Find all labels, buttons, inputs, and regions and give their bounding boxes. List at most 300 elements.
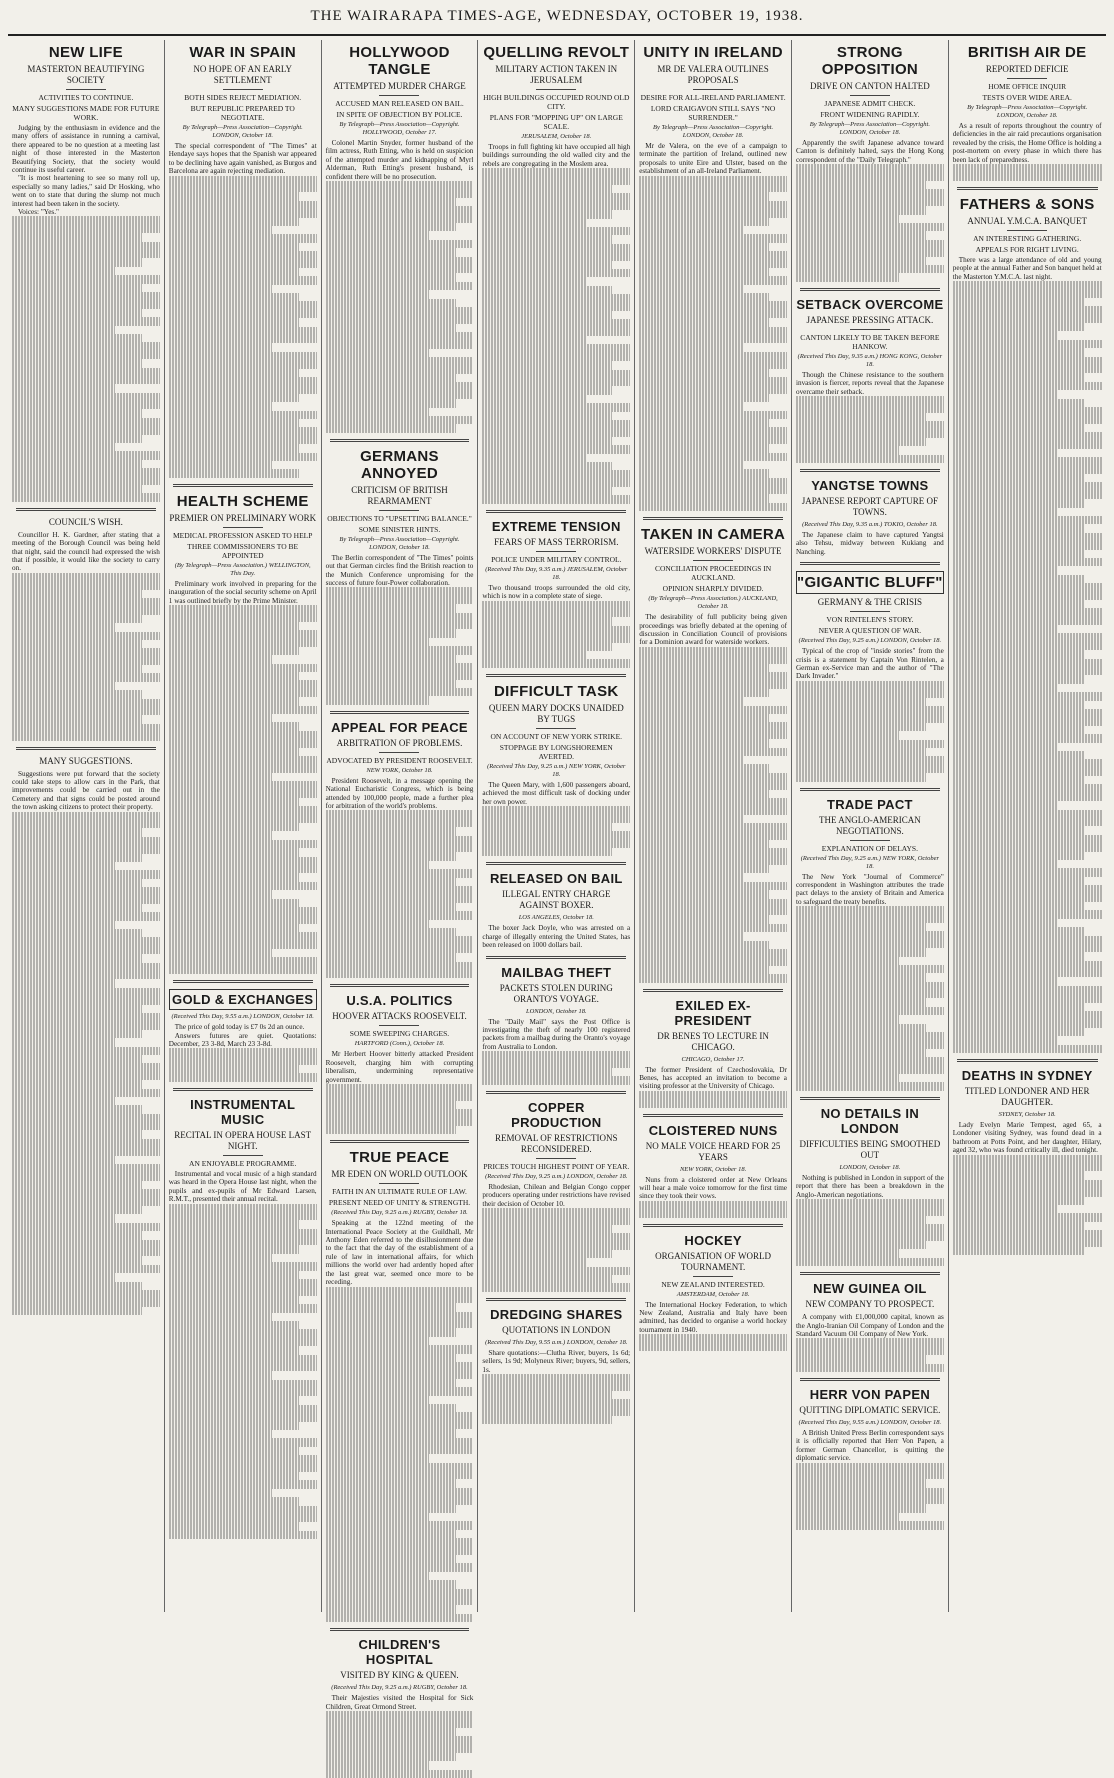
article-paragraph: The International Hockey Federation, to which New Zealand, Australia and Italy have been admitted, has decided to organise a world hockey tournament in 1940. (639, 1300, 787, 1334)
text-line-placeholder (326, 307, 474, 315)
article-dateline: LOS ANGELES, October 18. (518, 914, 594, 922)
article-body (12, 531, 160, 741)
text-line-placeholder (12, 845, 160, 853)
text-line-placeholder (796, 723, 926, 731)
text-line-placeholder (639, 411, 787, 419)
text-line-placeholder (639, 823, 787, 831)
text-line-placeholder (169, 260, 317, 268)
text-line-placeholder (169, 1279, 317, 1287)
text-line-placeholder (169, 706, 317, 714)
article-body (953, 256, 1102, 1053)
text-line-placeholder (953, 407, 1102, 415)
text-line-placeholder (169, 444, 299, 452)
text-line-placeholder (953, 1230, 1102, 1238)
text-line-placeholder (169, 1447, 299, 1455)
text-line-placeholder (12, 937, 160, 945)
text-line-placeholder (326, 861, 429, 869)
subheading-rule (223, 527, 263, 528)
text-line-placeholder (953, 281, 1102, 289)
text-line-placeholder (169, 664, 317, 672)
text-line-placeholder (639, 494, 769, 502)
article-dateline: HARTFORD (Conn.), October 18. (354, 1040, 445, 1048)
text-line-placeholder (796, 1057, 944, 1065)
article-paragraph: "It is most heartening to see so many roll up, especially so many ladies," said Dr Hosking, who went on to state that during the slump not much interest had been taken in the society. (12, 174, 160, 208)
article-subheading: NEVER A QUESTION OF WAR. (818, 626, 922, 636)
text-line-placeholder (326, 366, 474, 374)
text-line-placeholder (326, 1605, 456, 1613)
article-paragraph: The price of gold today is £7 0s 2d an ounce. (174, 1023, 305, 1032)
text-line-placeholder (169, 773, 272, 781)
text-line-placeholder (482, 412, 612, 420)
article-subheading: TESTS OVER WIDE AREA. (982, 93, 1072, 102)
article-subheading: PRESENT NEED OF UNITY & STRENGTH. (328, 1198, 471, 1208)
text-line-placeholder (326, 1312, 474, 1320)
text-line-placeholder (482, 210, 612, 218)
text-line-placeholder (796, 223, 944, 231)
text-line-placeholder (12, 615, 142, 623)
article-body (326, 1050, 474, 1134)
text-line-placeholder (953, 1197, 1084, 1205)
text-line-placeholder (796, 714, 944, 722)
text-line-placeholder (796, 698, 926, 706)
text-line-placeholder (953, 508, 1057, 516)
text-line-placeholder (169, 1057, 317, 1065)
text-line-placeholder (12, 904, 142, 912)
text-line-placeholder (639, 857, 787, 865)
text-line-placeholder (326, 852, 456, 860)
article-subheading: CONCILIATION PROCEEDINGS IN AUCKLAND. (654, 564, 772, 583)
text-line-placeholder (796, 413, 926, 421)
text-line-placeholder (326, 273, 456, 281)
text-line-placeholder (796, 421, 944, 429)
text-line-placeholder (953, 1155, 1102, 1163)
text-line-placeholder (796, 265, 944, 273)
article-separator (486, 1091, 626, 1094)
article-paragraph: Preliminary work involved in preparing for the inauguration of the social security scheme on April 1 was outlined briefly by the Prime Minister. (168, 579, 317, 605)
article-subheading: VISITED BY KING & QUEEN. (340, 1670, 459, 1681)
text-line-placeholder (12, 317, 160, 325)
article-paragraph: Speaking at the 122nd meeting of the International Peace Society at the Guildhall, Mr Anthony Eden referred to the disillusionment due to the fact that the day of the establishment of a rule of law in international affairs, for which millions the world over had ardently hoped after the last great war, seemed once more to be receding. (325, 1219, 474, 1287)
text-line-placeholder (639, 335, 787, 343)
text-line-placeholder (639, 469, 769, 477)
text-line-placeholder (12, 1164, 160, 1172)
text-line-placeholder (326, 936, 474, 944)
article-body (169, 1170, 317, 1539)
article-separator (800, 562, 940, 565)
text-line-placeholder (639, 276, 787, 284)
text-line-placeholder (12, 309, 142, 317)
text-line-placeholder (953, 1247, 1084, 1255)
text-line-placeholder (12, 912, 160, 920)
text-line-placeholder (169, 176, 317, 184)
text-line-placeholder (796, 240, 944, 248)
text-line-placeholder (953, 1011, 1102, 1019)
text-line-placeholder (953, 709, 1102, 717)
text-line-placeholder (326, 878, 456, 886)
text-line-placeholder (169, 647, 299, 655)
article-subheading: AN INTERESTING GATHERING. (973, 233, 1082, 243)
article-headline: GOLD & EXCHANGES (169, 989, 317, 1010)
article-paragraph: The "Daily Mail" says the Post Office is investigating the theft of nearly 100 registered packets from a mailbag during the Oranto's voyage from Australia to London. (482, 1017, 631, 1051)
text-line-placeholder (482, 286, 612, 294)
article-headline: NEW LIFE (48, 44, 123, 61)
article-body (169, 142, 317, 478)
text-line-placeholder (482, 185, 612, 193)
article-dateline: (Received This Day, 9.25 a.m.) RUGBY, October 18. (331, 1209, 468, 1217)
article-body (796, 371, 944, 463)
text-line-placeholder (953, 667, 1102, 675)
text-line-placeholder (796, 965, 944, 973)
article-separator (16, 747, 156, 750)
text-line-placeholder (169, 680, 317, 688)
text-line-placeholder (639, 873, 742, 881)
text-line-placeholder (12, 699, 160, 707)
text-line-placeholder (12, 1122, 160, 1130)
text-line-placeholder (482, 261, 612, 269)
text-line-placeholder (326, 1429, 456, 1437)
article-dateline: NEW YORK, October 18. (679, 1165, 747, 1173)
article-headline: BRITISH AIR DE (967, 44, 1087, 61)
article-subheading: ON ACCOUNT OF NEW YORK STRIKE. (490, 731, 623, 741)
text-line-placeholder (796, 173, 944, 181)
text-line-placeholder (326, 1471, 474, 1479)
text-line-placeholder (169, 722, 299, 730)
column-5 (635, 40, 792, 1612)
text-line-placeholder (953, 986, 1102, 994)
text-line-placeholder (12, 954, 142, 962)
text-line-placeholder (326, 1421, 474, 1429)
text-line-placeholder (169, 1464, 317, 1472)
article (482, 1091, 630, 1292)
text-line-placeholder (12, 1231, 142, 1239)
text-line-placeholder (639, 899, 787, 907)
article-headline: HEALTH SCHEME (176, 492, 309, 510)
text-line-placeholder (12, 1080, 142, 1088)
subheading-rule (536, 1158, 576, 1159)
article-subheading: THREE COMMISSIONERS TO BE APPOINTED (187, 541, 299, 560)
text-line-placeholder (482, 1233, 630, 1241)
text-line-placeholder (12, 988, 160, 996)
text-line-placeholder (482, 302, 630, 310)
article-separator (330, 711, 470, 714)
subheading-rule (1007, 230, 1047, 231)
text-line-placeholder (796, 931, 944, 939)
text-line-placeholder (482, 277, 585, 285)
text-line-placeholder (639, 949, 787, 957)
text-line-placeholder (12, 267, 115, 275)
text-line-placeholder (326, 1597, 474, 1605)
article (326, 984, 474, 1134)
text-line-placeholder (169, 218, 299, 226)
text-line-placeholder (482, 1051, 630, 1059)
article-subheading: IN SPITE OF OBJECTION BY POLICE. (336, 110, 463, 119)
subheading-rule (223, 89, 263, 90)
text-line-placeholder (12, 1030, 142, 1038)
text-line-placeholder (169, 739, 317, 747)
text-line-placeholder (639, 1209, 787, 1217)
text-line-placeholder (169, 941, 317, 949)
text-line-placeholder (639, 706, 787, 714)
text-line-placeholder (169, 243, 299, 251)
text-line-placeholder (12, 665, 142, 673)
article-paragraph: Mr de Valera, on the eve of a campaign to terminate the partition of Ireland, outlined new proposals to unite Eire and Ulster, based on the establishment of an all-Ireland Parliament. (639, 142, 787, 176)
article-subheading: SOME SWEEPING CHARGES. (349, 1029, 450, 1039)
text-line-placeholder (12, 828, 142, 836)
text-line-placeholder (482, 294, 630, 302)
text-line-placeholder (639, 655, 787, 663)
article-dateline: (Received This Day, 9.25 a.m.) LONDON, October 18. (798, 637, 942, 645)
text-line-placeholder (482, 454, 585, 462)
column-3 (322, 40, 479, 1711)
text-line-placeholder (953, 466, 1102, 474)
text-line-placeholder (482, 634, 630, 642)
text-line-placeholder (796, 1521, 944, 1529)
text-line-placeholder (12, 979, 115, 987)
text-line-placeholder (169, 1313, 272, 1321)
text-line-placeholder (12, 216, 160, 224)
text-line-placeholder (639, 402, 742, 410)
text-line-placeholder (953, 793, 1102, 801)
text-line-placeholder (953, 927, 1084, 935)
subheading-rule (536, 89, 576, 90)
article-headline: STRONG OPPOSITION (821, 44, 919, 78)
text-line-placeholder (796, 706, 944, 714)
text-line-placeholder (796, 915, 944, 923)
text-line-placeholder (953, 315, 1102, 323)
article-dateline: (Received This Day, 9.25 a.m.) LONDON, October 18. (485, 1172, 628, 1180)
text-line-placeholder (326, 1345, 474, 1353)
article (326, 711, 474, 978)
text-line-placeholder (169, 873, 299, 881)
text-line-placeholder (953, 894, 1102, 902)
text-line-placeholder (953, 826, 1084, 834)
text-line-placeholder (12, 1240, 160, 1248)
text-line-placeholder (482, 1076, 630, 1084)
text-line-placeholder (12, 690, 142, 698)
text-line-placeholder (169, 1363, 317, 1371)
article-subheading: HOOVER ATTACKS ROOSEVELT. (332, 1011, 467, 1022)
text-line-placeholder (953, 877, 1084, 885)
text-line-placeholder (639, 293, 769, 301)
text-line-placeholder (953, 675, 1084, 683)
text-line-placeholder (12, 1097, 115, 1105)
text-line-placeholder (796, 765, 944, 773)
article-headline: GERMANS ANNOYED (360, 447, 439, 482)
text-line-placeholder (169, 957, 317, 965)
text-line-placeholder (953, 1003, 1084, 1011)
article-paragraph: Mr Herbert Hoover bitterly attacked President Roosevelt, charging him with corrupting liberalism, undermining representative government. (325, 1050, 474, 1084)
article-separator (643, 517, 783, 520)
text-line-placeholder (326, 1505, 456, 1513)
text-line-placeholder (953, 810, 1102, 818)
article-headline: HOLLYWOOD TANGLE (349, 44, 450, 78)
text-line-placeholder (12, 887, 160, 895)
article-subheading: FAITH IN AN ULTIMATE RULE OF LAW. (332, 1187, 467, 1197)
text-line-placeholder (169, 781, 317, 789)
article-headline: YANGTSE TOWNS (811, 478, 929, 494)
text-line-placeholder (796, 1355, 926, 1363)
article-separator (330, 984, 470, 987)
text-line-placeholder (12, 443, 115, 451)
article-subheading: PREMIER ON PRELIMINARY WORK (169, 512, 317, 523)
article (639, 517, 787, 982)
article-dateline: AMSTERDAM, October 18. (676, 1290, 750, 1298)
text-line-placeholder (796, 731, 899, 739)
article-subheading: GERMANY & THE CRISIS (817, 597, 923, 608)
article-headline: RELEASED ON BAIL (489, 871, 623, 887)
text-line-placeholder (953, 424, 1084, 432)
text-line-placeholder (169, 890, 272, 898)
text-line-placeholder (169, 1287, 317, 1295)
text-line-placeholder (482, 814, 630, 822)
article-headline: WAR IN SPAIN (189, 44, 297, 61)
article-subheading: RECITAL IN OPERA HOUSE LAST NIGHT. (174, 1129, 312, 1151)
text-line-placeholder (796, 1015, 899, 1023)
text-line-placeholder (639, 680, 787, 688)
text-line-placeholder (953, 1180, 1102, 1188)
article-headline: EXTREME TENSION (491, 518, 621, 534)
text-line-placeholder (482, 1399, 630, 1407)
article-dateline: (Received This Day, 9.25 a.m.) NEW YORK, October 18. (487, 762, 626, 778)
article-subheading: FRONT WIDENING RAPIDLY. (820, 110, 920, 119)
article-paragraph: The boxer Jack Doyle, who was arrested on a charge of illegally entering the United States, has been released on 1000 dollars bail. (482, 924, 631, 950)
text-line-placeholder (169, 1472, 299, 1480)
article (639, 1224, 787, 1351)
article-headline: HOCKEY (684, 1232, 742, 1248)
text-line-placeholder (482, 1258, 585, 1266)
article-separator (800, 469, 940, 472)
text-line-placeholder (953, 373, 1084, 381)
article-headline: MAILBAG THEFT (501, 964, 612, 980)
text-line-placeholder (796, 1032, 944, 1040)
text-line-placeholder (953, 659, 1102, 667)
text-line-placeholder (326, 894, 474, 902)
subheading-rule (66, 89, 106, 90)
article-headline: U.S.A. POLITICS (346, 993, 453, 1009)
text-line-placeholder (482, 227, 630, 235)
article-paragraph: A British United Press Berlin correspondent says it is officially reported that Herr Von Papen, a former German Chancellor, is quitting the diplomatic service. (795, 1428, 944, 1463)
article-subheading: HIGH BUILDINGS OCCUPIED ROUND OLD CITY. (483, 93, 630, 111)
article-headline: SETBACK OVERCOME (796, 296, 944, 312)
text-line-placeholder (639, 503, 787, 511)
article-paragraph: Colonel Martin Snyder, former husband of the film actress, Ruth Etting, who is held on suspicion of the attempted murder and kidnapping of Myrl Alderman, Ruth Etting's present husband, is confident there will be no prosecution. (325, 139, 474, 181)
text-line-placeholder (326, 1379, 456, 1387)
text-line-placeholder (953, 541, 1102, 549)
text-line-placeholder (12, 623, 115, 631)
article-dateline: By Telegraph—Press Association—Copyright. LONDON, October 18. (339, 535, 460, 551)
text-line-placeholder (796, 998, 926, 1006)
text-line-placeholder (169, 1304, 317, 1312)
text-line-placeholder (169, 285, 272, 293)
text-line-placeholder (169, 1455, 317, 1463)
text-line-placeholder (639, 932, 742, 940)
text-line-placeholder (169, 638, 317, 646)
text-line-placeholder (169, 1338, 317, 1346)
article-subheading: QUOTATIONS IN LONDON (502, 1324, 611, 1335)
text-line-placeholder (953, 1239, 1102, 1247)
text-line-placeholder (12, 409, 142, 417)
text-line-placeholder (12, 837, 160, 845)
text-line-placeholder (953, 692, 1102, 700)
text-line-placeholder (326, 827, 456, 835)
text-line-placeholder (326, 315, 474, 323)
text-line-placeholder (169, 268, 299, 276)
text-line-placeholder (169, 1254, 272, 1262)
text-line-placeholder (169, 697, 299, 705)
text-line-placeholder (169, 915, 317, 923)
text-line-placeholder (639, 748, 787, 756)
text-line-placeholder (953, 499, 1084, 507)
text-line-placeholder (639, 815, 742, 823)
text-line-placeholder (12, 724, 160, 732)
text-line-placeholder (639, 798, 787, 806)
text-line-placeholder (12, 870, 160, 878)
text-line-placeholder (482, 1374, 630, 1382)
article-subheading: OPINION SHARPLY DIVIDED. (662, 584, 764, 594)
text-line-placeholder (482, 445, 630, 453)
text-line-placeholder (796, 189, 944, 197)
text-line-placeholder (169, 343, 272, 351)
text-line-placeholder (326, 1109, 474, 1117)
text-line-placeholder (482, 244, 630, 252)
article-body (326, 554, 474, 705)
article-separator (957, 1059, 1098, 1062)
text-line-placeholder (12, 300, 160, 308)
article-body (796, 139, 944, 282)
text-line-placeholder (482, 386, 612, 394)
text-line-placeholder (796, 740, 944, 748)
article-body (796, 1429, 944, 1530)
text-line-placeholder (169, 276, 317, 284)
text-line-placeholder (12, 368, 160, 376)
article-headline: TAKEN IN CAMERA (640, 526, 786, 544)
text-line-placeholder (326, 1438, 474, 1446)
article-dateline: By Telegraph—Press Association—Copyright. LONDON, October 18. (967, 104, 1088, 119)
text-line-placeholder (796, 1471, 944, 1479)
text-line-placeholder (796, 1496, 944, 1504)
text-line-placeholder (639, 478, 787, 486)
text-line-placeholder (639, 974, 787, 982)
text-line-placeholder (639, 486, 787, 494)
article-headline: NO DETAILS IN LONDON (820, 1105, 920, 1136)
text-line-placeholder (953, 1222, 1084, 1230)
article (796, 288, 944, 463)
article-paragraph: As a result of reports throughout the country of deficiencies in the air raid precautions organisation revealed by the crisis, the Home Office is holding a post-mortem on every phase in which there has been lack of preparedness. (952, 122, 1102, 164)
masthead-rule (8, 34, 1106, 36)
text-line-placeholder (953, 885, 1102, 893)
text-line-placeholder (482, 1275, 612, 1283)
text-line-placeholder (169, 764, 317, 772)
text-line-placeholder (326, 1337, 429, 1345)
article-subheading: CANTON LIKELY TO BE TAKEN BEFORE HANKOW. (800, 332, 940, 351)
article-separator (330, 1628, 470, 1631)
text-line-placeholder (326, 1126, 456, 1134)
article (953, 44, 1102, 181)
text-line-placeholder (639, 1334, 787, 1342)
column-1 (8, 40, 165, 1612)
article (326, 44, 474, 433)
article-headline: NEW GUINEA OIL (813, 1281, 927, 1297)
article (796, 1272, 944, 1372)
text-line-placeholder (326, 408, 429, 416)
text-line-placeholder (326, 680, 456, 688)
text-line-placeholder (482, 202, 630, 210)
text-line-placeholder (169, 1229, 317, 1237)
text-line-placeholder (482, 651, 585, 659)
text-line-placeholder (796, 206, 926, 214)
text-line-placeholder (482, 378, 630, 386)
article-separator (800, 1378, 940, 1381)
